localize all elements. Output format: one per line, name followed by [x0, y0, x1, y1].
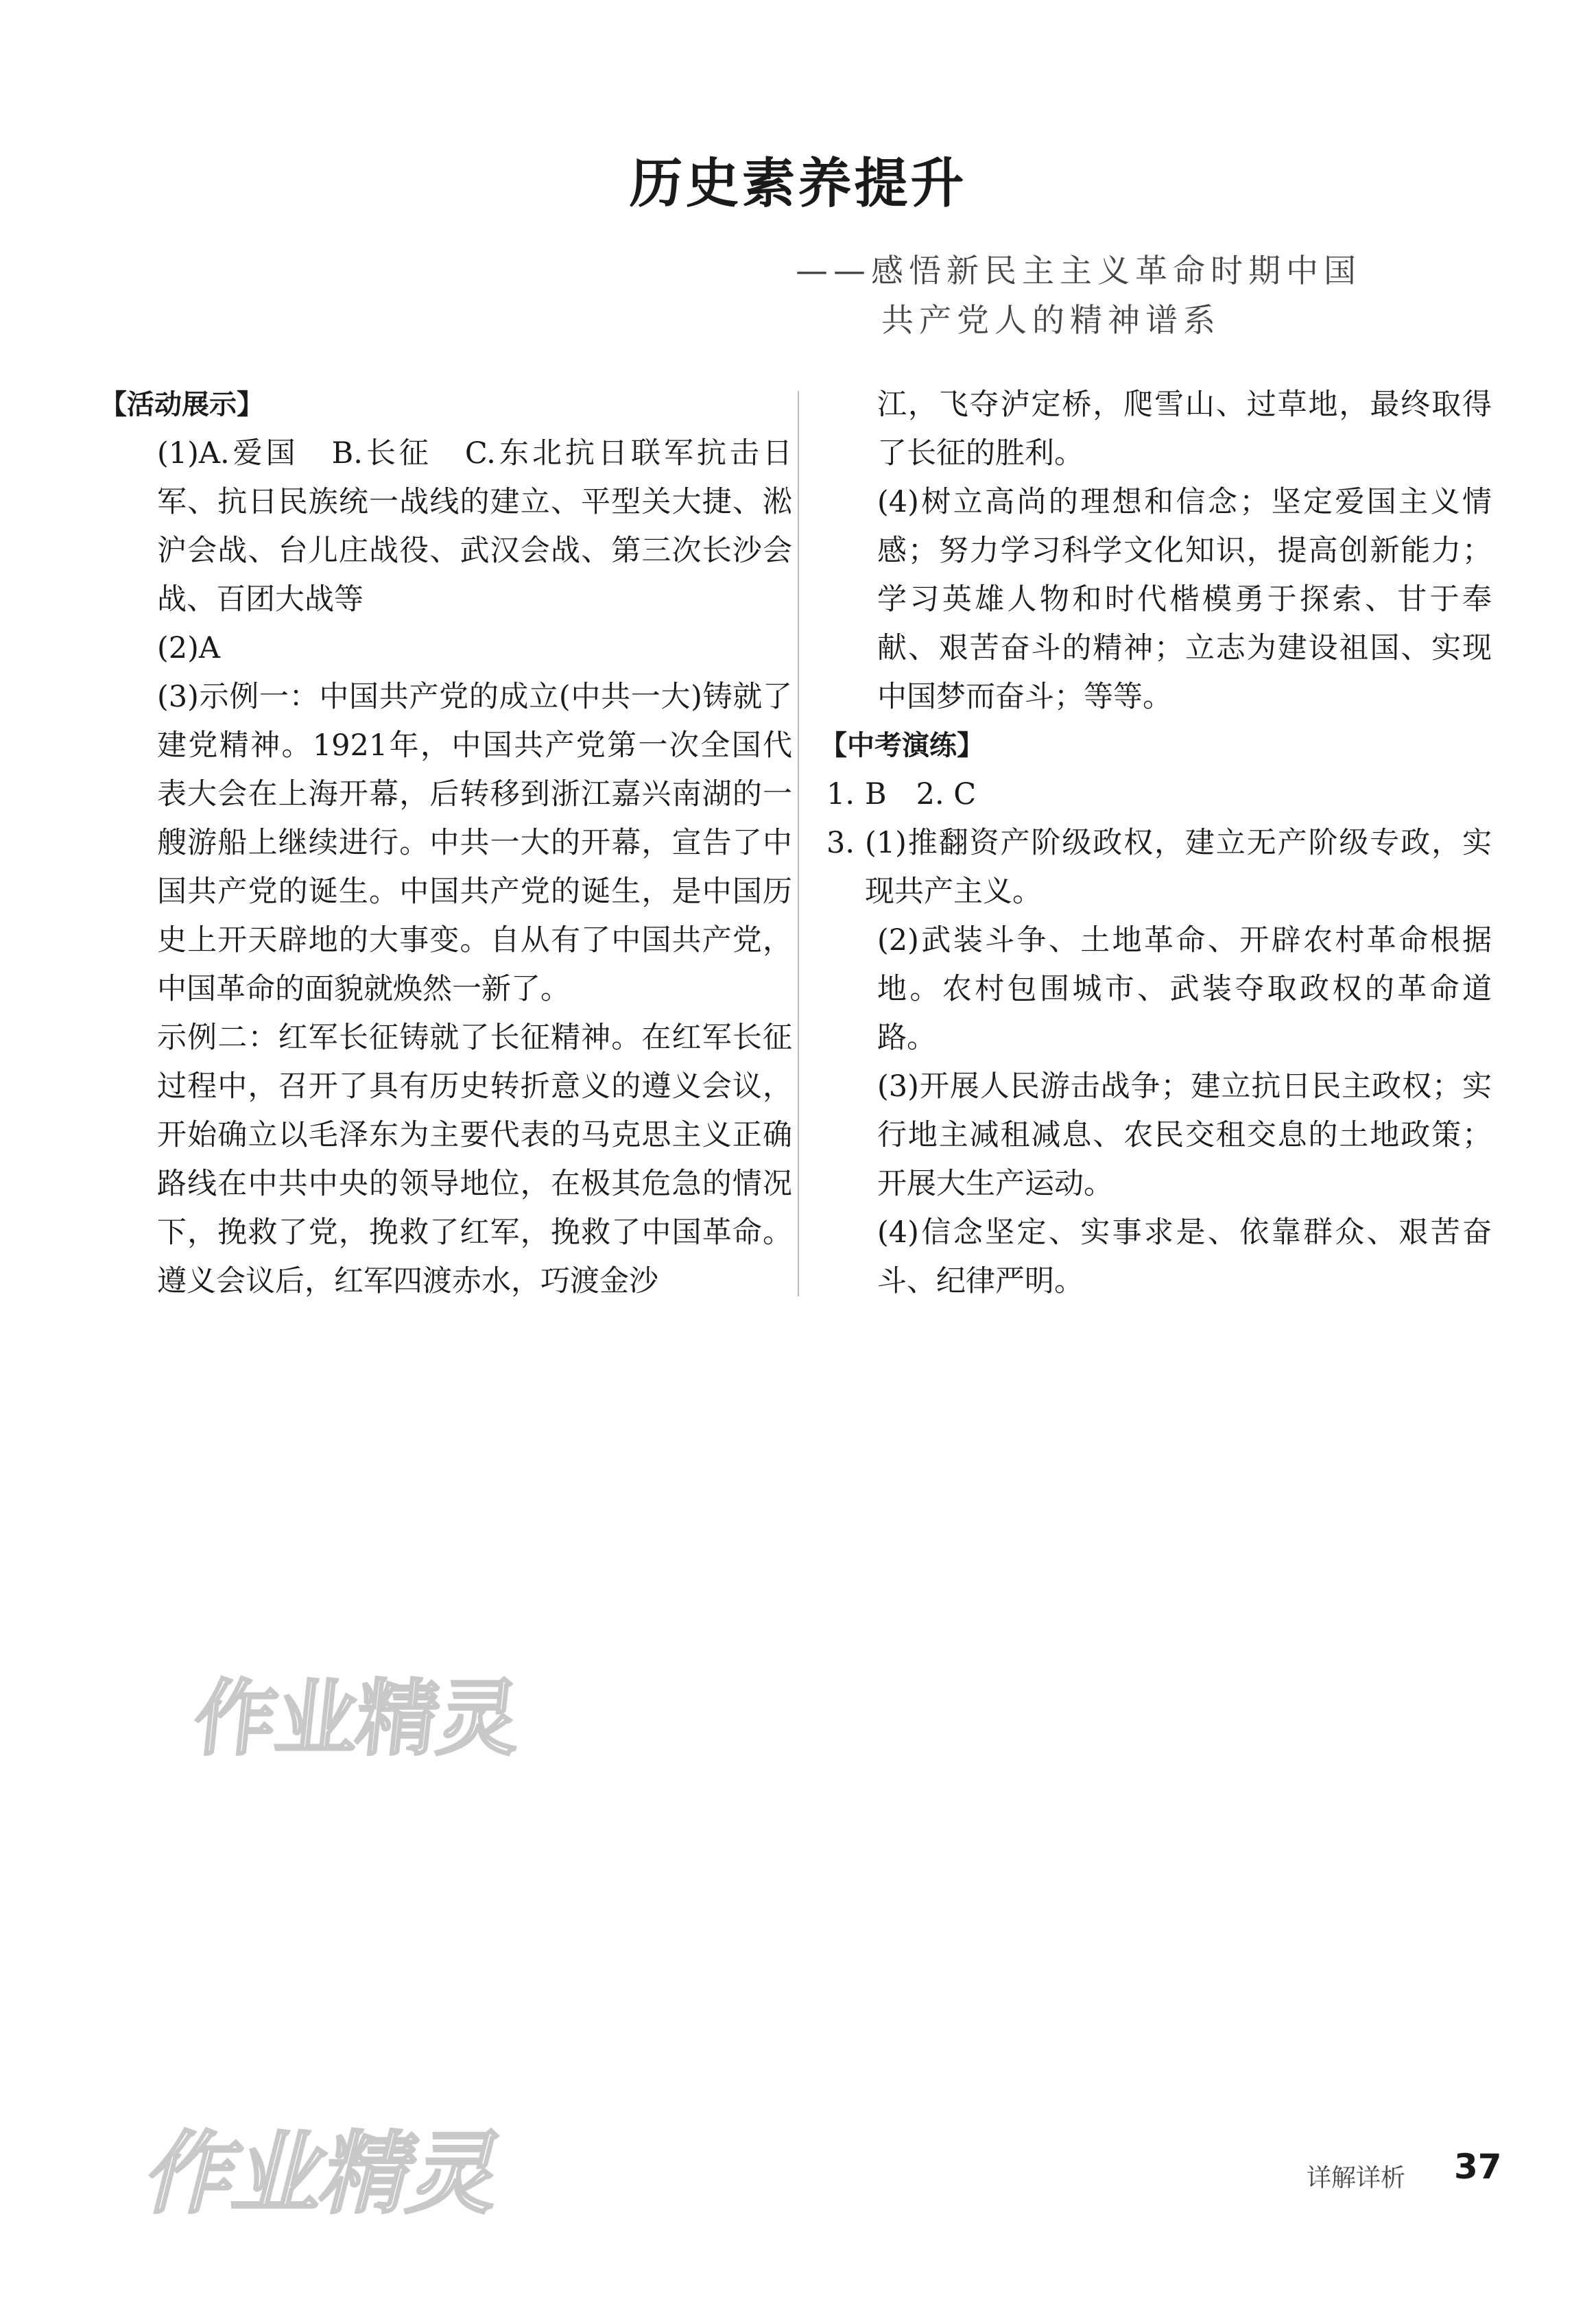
answer-row	[826, 819, 1492, 916]
watermark-logo: 作业精灵	[189, 1672, 524, 1767]
answer-paragraph: (2)A	[157, 631, 220, 665]
answer-paragraph: (1)A.爱国 B.长征 C.东北抗日联军抗击日军、抗日民族统一战线的建立、平型关大捷、淞沪会战、台儿庄战役、武汉会战、第三次长沙会战、百团大战等	[157, 436, 792, 617]
answer-row	[826, 770, 1492, 819]
answer-paragraph: (2)武装斗争、土地革命、开辟农村革命根据地。农村包围城市、武装夺取政权的革命道路。	[877, 923, 1492, 1055]
answer-text: B 2. C	[865, 777, 977, 811]
section-heading-exam: 【中考演练】	[820, 730, 984, 761]
page-title: 历史素养提升	[629, 153, 967, 215]
answer-text: (1)推翻资产阶级政权，建立无产阶级专政，实现共产主义。	[865, 826, 1492, 909]
answer-paragraph: 示例二：红军长征铸就了长征精神。在红军长征过程中，召开了具有历史转折意义的遵义会议，开始确立以毛泽东为主要代表的马克思主义正确路线在中共中央的领导地位，在极其危急的情况下，挽救了党，挽救了红军，挽救了中国革命。遵义会议后，红军四渡赤水，巧渡金沙	[157, 1021, 792, 1298]
answer-paragraph: 江，飞夺泸定桥，爬雪山、过草地，最终取得了长征的胜利。	[877, 388, 1492, 471]
page-number: 37	[1454, 2147, 1502, 2187]
right-column	[820, 381, 1492, 1306]
answer-paragraph: (4)信念坚定、实事求是、依靠群众、艰苦奋斗、纪律严明。	[877, 1215, 1492, 1298]
footer-label: 详解详析	[1307, 2164, 1406, 2192]
answer-number: 1.	[826, 777, 855, 811]
subtitle-line-1: ——感悟新民主主义革命时期中国	[796, 252, 1361, 290]
answer-paragraph: (4)树立高尚的理想和信念；坚定爱国主义情感；努力学习科学文化知识，提高创新能力；学习英雄人物和时代楷模勇于探索、甘于奉献、艰苦奋斗的精神；立志为建设祖国、实现中国梦而奋斗；等等。	[877, 485, 1492, 714]
answer-paragraph: (3)示例一：中国共产党的成立(中共一大)铸就了建党精神。1921年，中国共产党第一次全国代表大会在上海开幕，后转移到浙江嘉兴南湖的一艘游船上继续进行。中共一大的开幕，宣告了中国共产党的诞生。中国共产党的诞生，是中国历史上开天辟地的大事变。自从有了中国共产党，中国革命的面貌就焕然一新了。	[157, 680, 792, 1006]
section-heading-activity: 【活动展示】	[99, 389, 264, 420]
watermark-logo: 作业精灵	[136, 2122, 514, 2226]
answer-paragraph: (3)开展人民游击战争；建立抗日民主政权；实行地主减租减息、农民交租交息的土地政策；开展大生产运动。	[877, 1069, 1492, 1201]
answer-number: 3.	[826, 826, 855, 860]
column-divider	[798, 391, 799, 1296]
subtitle	[796, 247, 1413, 346]
subtitle-line-2: 共产党人的精神谱系	[881, 302, 1221, 340]
left-column	[99, 381, 792, 1306]
